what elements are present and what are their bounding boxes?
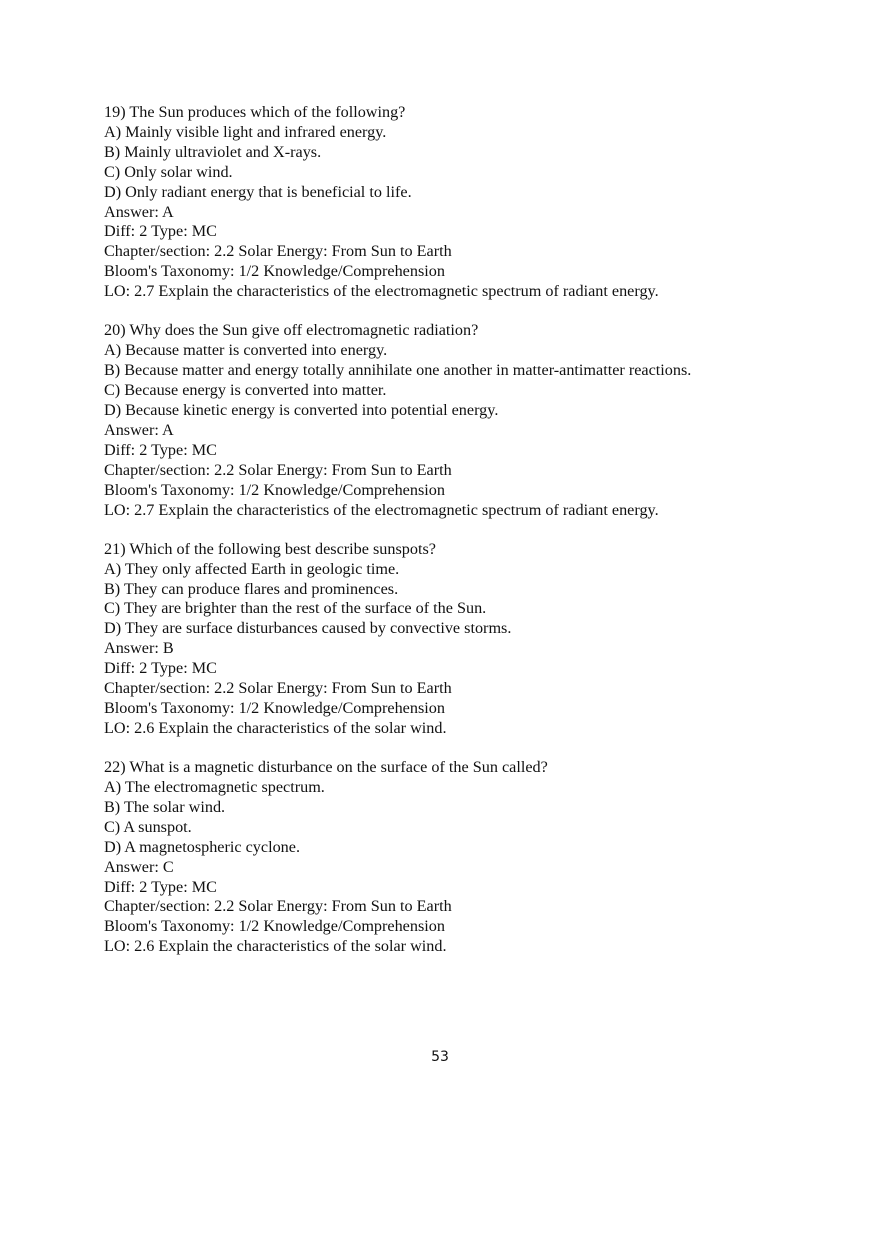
option-b: B) The solar wind. [104,797,226,816]
option-d: D) Only radiant energy that is beneficial to life. [104,182,412,201]
blooms-taxonomy: Bloom's Taxonomy: 1/2 Knowledge/Comprehension [104,698,445,717]
learning-objective: LO: 2.6 Explain the characteristics of the solar wind. [104,937,447,956]
answer: Answer: A [104,202,174,221]
option-b: B) Mainly ultraviolet and X-rays. [104,142,322,161]
option-c: C) Only solar wind. [104,162,233,181]
answer: Answer: B [104,639,174,658]
chapter-section: Chapter/section: 2.2 Solar Energy: From Sun to Earth [104,460,452,479]
blooms-taxonomy: Bloom's Taxonomy: 1/2 Knowledge/Comprehension [104,262,445,281]
question-list [104,103,844,976]
question-21 [104,540,844,739]
option-d: D) A magnetospheric cyclone. [104,837,300,856]
option-c: C) A sunspot. [104,817,192,836]
question-20 [104,321,844,520]
blooms-taxonomy: Bloom's Taxonomy: 1/2 Knowledge/Comprehension [104,917,445,936]
option-a: A) The electromagnetic spectrum. [104,777,325,796]
option-b: B) They can produce flares and prominences. [104,579,399,598]
question-22 [104,758,844,957]
question-prompt: 22) What is a magnetic disturbance on the surface of the Sun called? [104,758,548,777]
learning-objective: LO: 2.6 Explain the characteristics of the solar wind. [104,718,447,737]
page-number: 53 [431,1049,449,1065]
question-prompt: 20) Why does the Sun give off electromagnetic radiation? [104,321,479,340]
option-a: A) Mainly visible light and infrared energy. [104,122,387,141]
blooms-taxonomy: Bloom's Taxonomy: 1/2 Knowledge/Comprehension [104,480,445,499]
answer: Answer: A [104,420,174,439]
option-d: D) Because kinetic energy is converted into potential energy. [104,400,499,419]
question-prompt: 19) The Sun produces which of the following? [104,103,406,121]
answer: Answer: C [104,857,174,876]
option-d: D) They are surface disturbances caused by convective storms. [104,619,512,638]
chapter-section: Chapter/section: 2.2 Solar Energy: From Sun to Earth [104,679,452,698]
question-prompt: 21) Which of the following best describe sunspots? [104,539,436,558]
learning-objective: LO: 2.7 Explain the characteristics of the electromagnetic spectrum of radiant energy. [104,500,659,519]
option-a: A) They only affected Earth in geologic time. [104,559,400,578]
option-b: B) Because matter and energy totally annihilate one another in matter-antimatter reactions. [104,361,692,380]
chapter-section: Chapter/section: 2.2 Solar Energy: From Sun to Earth [104,242,452,261]
difficulty-type: Diff: 2 Type: MC [104,877,217,896]
difficulty-type: Diff: 2 Type: MC [104,659,217,678]
difficulty-type: Diff: 2 Type: MC [104,222,217,241]
option-c: C) They are brighter than the rest of the surface of the Sun. [104,599,487,618]
chapter-section: Chapter/section: 2.2 Solar Energy: From Sun to Earth [104,897,452,916]
question-19 [104,103,844,302]
difficulty-type: Diff: 2 Type: MC [104,440,217,459]
learning-objective: LO: 2.7 Explain the characteristics of the electromagnetic spectrum of radiant energy. [104,282,659,301]
option-a: A) Because matter is converted into energy. [104,341,388,360]
option-c: C) Because energy is converted into matter. [104,381,387,400]
